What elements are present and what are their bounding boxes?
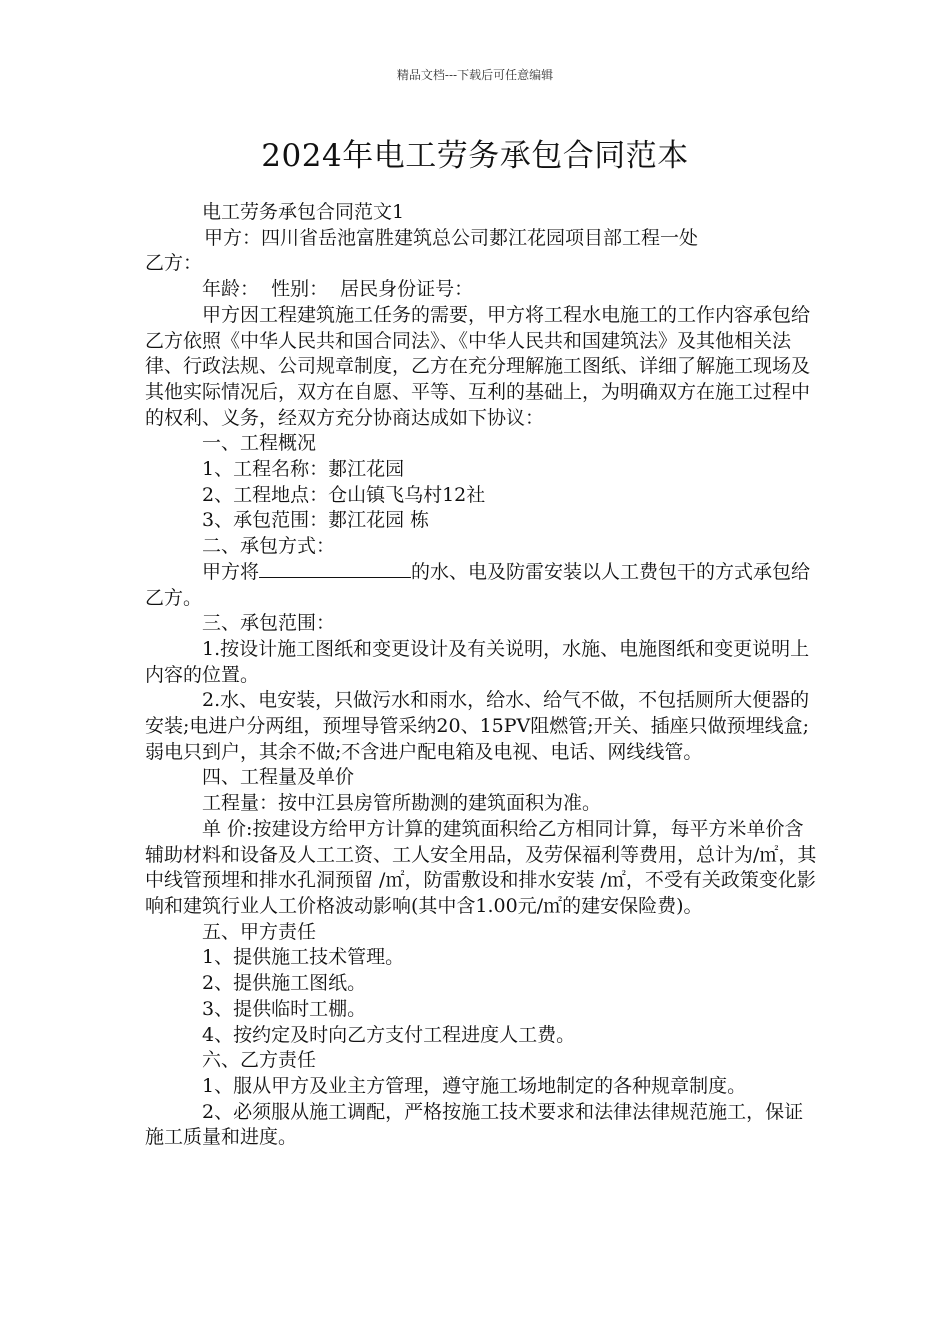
section-5-item: 4、按约定及时向乙方支付工程进度人工费。 bbox=[202, 1023, 576, 1046]
section-1-item: 3、承包范围：郪江花园 栋 bbox=[202, 509, 430, 532]
section-3-heading: 三、承包范围： bbox=[202, 612, 336, 635]
section-2-text-after: 的水、电及防雷安装以人工费包干的方式承包给乙方。 bbox=[145, 560, 811, 609]
section-5-item: 3、提供临时工棚。 bbox=[202, 997, 367, 1020]
section-1-heading: 一、工程概况 bbox=[202, 432, 317, 455]
page-header-note: 精品文档---下载后可任意编辑 bbox=[396, 68, 554, 82]
section-1-item: 1、工程名称：郪江花园 bbox=[202, 458, 405, 481]
document-title: 2024年电工劳务承包合同范本 bbox=[261, 138, 689, 174]
party-b: 乙方： bbox=[145, 252, 203, 275]
section-5-heading: 五、甲方责任 bbox=[202, 920, 317, 943]
section-5-item: 2、提供施工图纸。 bbox=[202, 972, 367, 995]
party-b-info: 年龄： 性别： 居民身份证号： bbox=[202, 278, 474, 301]
section-5-item: 1、提供施工技术管理。 bbox=[202, 946, 405, 969]
section-6-heading: 六、乙方责任 bbox=[202, 1049, 317, 1072]
section-6-p1: 1、服从甲方及业主方管理，遵守施工场地制定的各种规章制度。 bbox=[202, 1074, 747, 1097]
section-4-quantity: 工程量：按中江县房管所勘测的建筑面积为准。 bbox=[202, 792, 602, 815]
section-6-p2: 2、必须服从施工调配，严格按施工技术要求和法律法律规范施工，保证施工质量和进度。 bbox=[145, 1100, 804, 1149]
section-2-text bbox=[145, 560, 820, 611]
section-2-text-before: 甲方将 bbox=[202, 560, 260, 583]
section-3-p1: 1.按设计施工图纸和变更设计及有关说明，水施、电施图纸和变更说明上内容的位置。 bbox=[145, 637, 810, 686]
section-4-heading: 四、工程量及单价 bbox=[202, 766, 355, 789]
section-2-heading: 二、承包方式： bbox=[202, 535, 336, 558]
document-body bbox=[145, 200, 820, 1151]
preamble: 甲方因工程建筑施工任务的需要，甲方将工程水电施工的工作内容承包给乙方依照《中华人民共和国合同法》、《中华人民共和国建筑法》及其他相关法律、行政法规、公司规章制度，乙方在充分理解施工图纸、详细了解施工现场及其他实际情况后，双方在自愿、平等、互利的基础上，为明确双方在施工过程中的权利、义务，经双方充分协商达成如下协议： bbox=[145, 303, 811, 429]
subtitle: 电工劳务承包合同范文1 bbox=[202, 201, 405, 223]
section-1-item: 2、工程地点：仓山镇飞乌村12社 bbox=[202, 483, 486, 506]
section-4-price: 单 价:按建设方给甲方计算的建筑面积给乙方相同计算，每平方米单价含辅助材料和设备及人工工资、工人安全用品，及劳保福利等费用，总计为/㎡，其中线管预埋和排水孔洞预留 /㎡，防雷敷设和排水安装 /㎡，不受有关政策变化影响和建筑行业人工价格波动影响(其中含1.00元/㎡的建安保险费)。 bbox=[145, 817, 817, 917]
party-a: 甲方：四川省岳池富胜建筑总公司郪江花园项目部工程一处 bbox=[204, 226, 699, 249]
fill-in-blank bbox=[259, 560, 411, 578]
section-3-p2: 2.水、电安装，只做污水和雨水，给水、给气不做，不包括厕所大便器的安装;电进户分两组，预埋导管采纳20、15PV阻燃管;开关、插座只做预埋线盒;弱电只到户，其余不做;不含进户配电箱及电视、电话、网线线管。 bbox=[145, 689, 810, 763]
